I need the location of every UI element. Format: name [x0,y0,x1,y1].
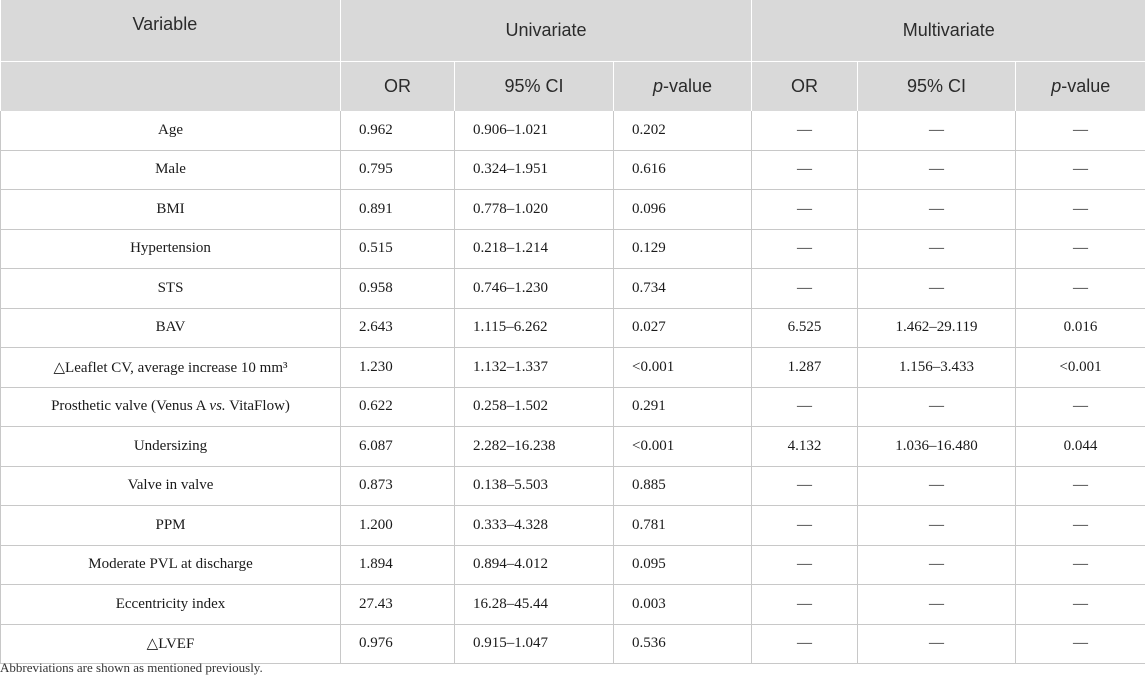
cell-u-ci: 0.894–4.012 [455,545,614,585]
table-row [1,466,1145,506]
cell-variable: PPM [1,506,341,546]
cell-u-ci: 0.915–1.047 [455,624,614,664]
cell-m-ci: — [858,387,1016,427]
cell-u-ci: 0.333–4.328 [455,506,614,546]
cell-u-ci: 1.115–6.262 [455,308,614,348]
cell-u-or: 0.962 [341,111,455,150]
cell-m-or: — [752,624,858,664]
cell-u-or: 0.891 [341,190,455,230]
cell-u-or: 1.200 [341,506,455,546]
variable-text-pre: Prosthetic valve (Venus A [51,398,210,415]
cell-u-ci: 0.906–1.021 [455,111,614,150]
table-row [1,387,1145,427]
cell-u-or: 6.087 [341,427,455,467]
cell-u-p: 0.095 [614,545,752,585]
cell-m-ci: — [858,585,1016,625]
table-row [1,624,1145,664]
cell-m-p: — [1016,150,1145,190]
cell-u-or: 0.622 [341,387,455,427]
table-footnote: Abbreviations are shown as mentioned previously. [0,660,263,675]
cell-m-ci: 1.462–29.119 [858,308,1016,348]
table-row [1,348,1145,388]
cell-variable: BAV [1,308,341,348]
header-variable: Variable [1,0,341,62]
cell-variable: Moderate PVL at discharge [1,545,341,585]
header-multivariate: Multivariate [752,0,1145,62]
cell-m-p: — [1016,190,1145,230]
cell-u-or: 0.873 [341,466,455,506]
cell-variable: STS [1,269,341,309]
cell-u-ci: 0.258–1.502 [455,387,614,427]
cell-m-p: — [1016,585,1145,625]
cell-variable: Undersizing [1,427,341,467]
cell-u-or: 0.976 [341,624,455,664]
cell-u-ci: 0.218–1.214 [455,229,614,269]
header-univariate: Univariate [341,0,752,62]
cell-u-ci: 1.132–1.337 [455,348,614,388]
cell-u-or: 27.43 [341,585,455,625]
header-univariate-p [614,62,752,112]
table-row [1,269,1145,309]
table-row [1,190,1145,230]
cell-variable: △LVEF [1,624,341,664]
cell-u-p: 0.885 [614,466,752,506]
header-univariate-ci: 95% CI [455,62,614,112]
cell-m-ci: — [858,150,1016,190]
table-row [1,585,1145,625]
cell-u-or: 0.795 [341,150,455,190]
table-row [1,150,1145,190]
cell-variable: Eccentricity index [1,585,341,625]
cell-m-or: — [752,190,858,230]
table-row [1,427,1145,467]
cell-m-or: — [752,111,858,150]
table-row [1,229,1145,269]
cell-u-p: 0.291 [614,387,752,427]
cell-m-ci: — [858,229,1016,269]
cell-u-p: 0.003 [614,585,752,625]
cell-m-p: — [1016,229,1145,269]
cell-m-or: — [752,229,858,269]
cell-m-ci: — [858,466,1016,506]
p-italic: p [1051,76,1062,96]
table-row [1,111,1145,150]
table-row [1,308,1145,348]
cell-u-p: 0.616 [614,150,752,190]
cell-u-p: 0.129 [614,229,752,269]
cell-m-ci: 1.036–16.480 [858,427,1016,467]
cell-m-p: — [1016,269,1145,309]
p-rest: -value [1061,76,1111,96]
cell-u-ci: 0.746–1.230 [455,269,614,309]
cell-m-p: — [1016,387,1145,427]
variable-text-post: VitaFlow) [225,398,290,415]
cell-u-p: 0.781 [614,506,752,546]
cell-u-or: 1.894 [341,545,455,585]
cell-variable: Age [1,111,341,150]
cell-m-ci: — [858,269,1016,309]
cell-m-ci: 1.156–3.433 [858,348,1016,388]
table-row [1,545,1145,585]
cell-m-or: — [752,585,858,625]
cell-variable: Valve in valve [1,466,341,506]
cell-u-ci: 0.324–1.951 [455,150,614,190]
cell-m-or: — [752,506,858,546]
cell-m-p: — [1016,111,1145,150]
cell-m-or: — [752,150,858,190]
variable-text-em: vs. [209,398,226,415]
header-multivariate-or: OR [752,62,858,112]
cell-m-ci: — [858,545,1016,585]
cell-variable [1,387,341,427]
cell-m-or: 4.132 [752,427,858,467]
header-multivariate-p [1016,62,1145,112]
cell-m-ci: — [858,190,1016,230]
cell-variable: △Leaflet CV, average increase 10 mm³ [1,348,341,388]
cell-u-p: 0.202 [614,111,752,150]
cell-u-p: 0.734 [614,269,752,309]
cell-u-or: 0.515 [341,229,455,269]
cell-variable: Male [1,150,341,190]
header-univariate-or: OR [341,62,455,112]
cell-u-p: <0.001 [614,427,752,467]
cell-m-ci: — [858,506,1016,546]
cell-m-or: — [752,466,858,506]
cell-u-p: 0.536 [614,624,752,664]
p-rest: -value [663,76,713,96]
table-row [1,506,1145,546]
cell-m-p: — [1016,545,1145,585]
cell-m-or: — [752,545,858,585]
cell-m-or: 6.525 [752,308,858,348]
cell-u-ci: 2.282–16.238 [455,427,614,467]
cell-m-ci: — [858,111,1016,150]
cell-m-p: 0.044 [1016,427,1145,467]
cell-m-or: — [752,387,858,427]
cell-u-or: 2.643 [341,308,455,348]
cell-u-p: <0.001 [614,348,752,388]
cell-u-ci: 16.28–45.44 [455,585,614,625]
cell-u-p: 0.096 [614,190,752,230]
cell-variable: BMI [1,190,341,230]
cell-variable: Hypertension [1,229,341,269]
cell-m-p: — [1016,466,1145,506]
cell-m-or: — [752,269,858,309]
cell-m-or: 1.287 [752,348,858,388]
cell-m-p: — [1016,624,1145,664]
header-variable-blank [1,62,341,112]
cell-u-ci: 0.138–5.503 [455,466,614,506]
cell-u-or: 1.230 [341,348,455,388]
cell-m-ci: — [858,624,1016,664]
cell-m-p: <0.001 [1016,348,1145,388]
cell-u-p: 0.027 [614,308,752,348]
header-multivariate-ci: 95% CI [858,62,1016,112]
cell-m-p: — [1016,506,1145,546]
cell-u-or: 0.958 [341,269,455,309]
cell-m-p: 0.016 [1016,308,1145,348]
p-italic: p [652,76,663,96]
cell-u-ci: 0.778–1.020 [455,190,614,230]
